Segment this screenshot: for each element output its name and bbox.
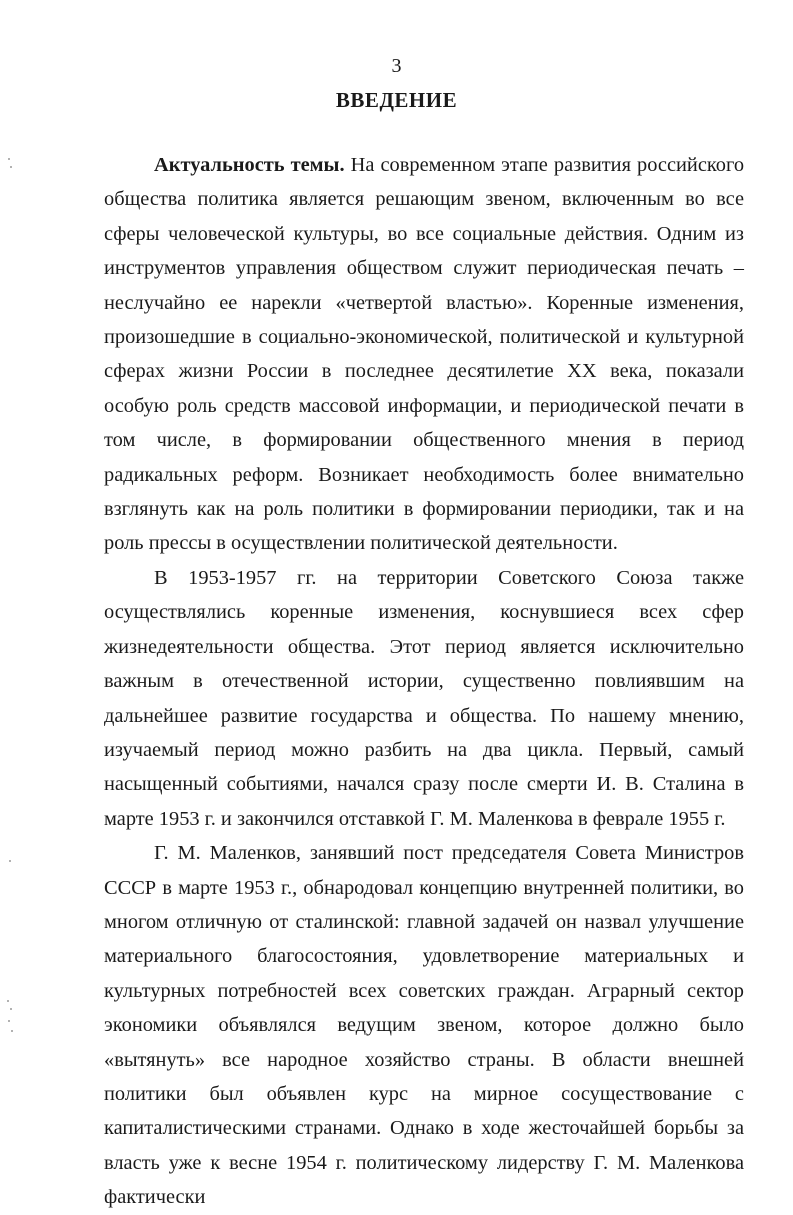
scan-speck [8, 158, 10, 160]
paragraph-malenkov: Г. М. Маленков, занявший пост председателя Совета Министров СССР в марте 1953 г., обнародовал концепцию внутренней политики, во многом отличную от сталинской: главной задачей он назвал улучшение материального благосостояния, удовлетворение материальных и культурных потребностей всех советских граждан. Аграрный сектор экономики объявлялся ведущим звеном, которое должно было «вытянуть» все народное хозяйство страны. В области внешней политики был объявлен курс на мирное сосуществование с капиталистическими странами. Однако в ходе жесточайшей борьбы за власть уже к весне 1954 г. политическому лидерству Г. М. Маленкова фактически [104, 842, 744, 1209]
scan-speck [10, 1008, 12, 1010]
document-body [104, 148, 744, 1215]
scan-speck [10, 166, 12, 168]
paragraph-text: На современном этапе развития российского общества политика является решающим звеном, включенным во все сферы человеческой культуры, во все социальные действия. Одним из инструментов управления обществом служит периодическая печать – неслучайно ее нарекли «четвертой властью». Коренные изменения, произошедшие в социально-экономической, политической и культурной сферах жизни России в последнее десятилетие XX века, показали особую роль средств массовой информации, и периодической печати в том числе, в формировании общественного мнения в период радикальных реформ. Возникает необходимость более внимательно взглянуть как на роль политики в формировании периодики, так и на роль прессы в осуществлении политической деятельности. [104, 154, 745, 555]
scan-speck [9, 860, 11, 862]
page-title: ВВЕДЕНИЕ [335, 88, 458, 112]
scan-speck [8, 1020, 10, 1022]
page-number: 3 [391, 55, 402, 77]
paragraph-relevance [104, 148, 744, 561]
scan-speck [11, 1030, 13, 1032]
paragraph-period: В 1953-1957 гг. на территории Советского Союза также осуществлялись коренные изменения, коснувшиеся всех сфер жизнедеятельности общества. Этот период является исключительно важным в отечественной истории, существенно повлиявшим на дальнейшее развитие государства и общества. По нашему мнению, изучаемый период можно разбить на два цикла. Первый, самый насыщенный событиями, начался сразу после смерти И. В. Сталина в марте 1953 г. и закончился отставкой Г. М. Маленкова в феврале 1955 г. [104, 566, 744, 830]
scan-speck [7, 1000, 9, 1002]
paragraph-lead: Актуальность темы. [154, 154, 345, 176]
